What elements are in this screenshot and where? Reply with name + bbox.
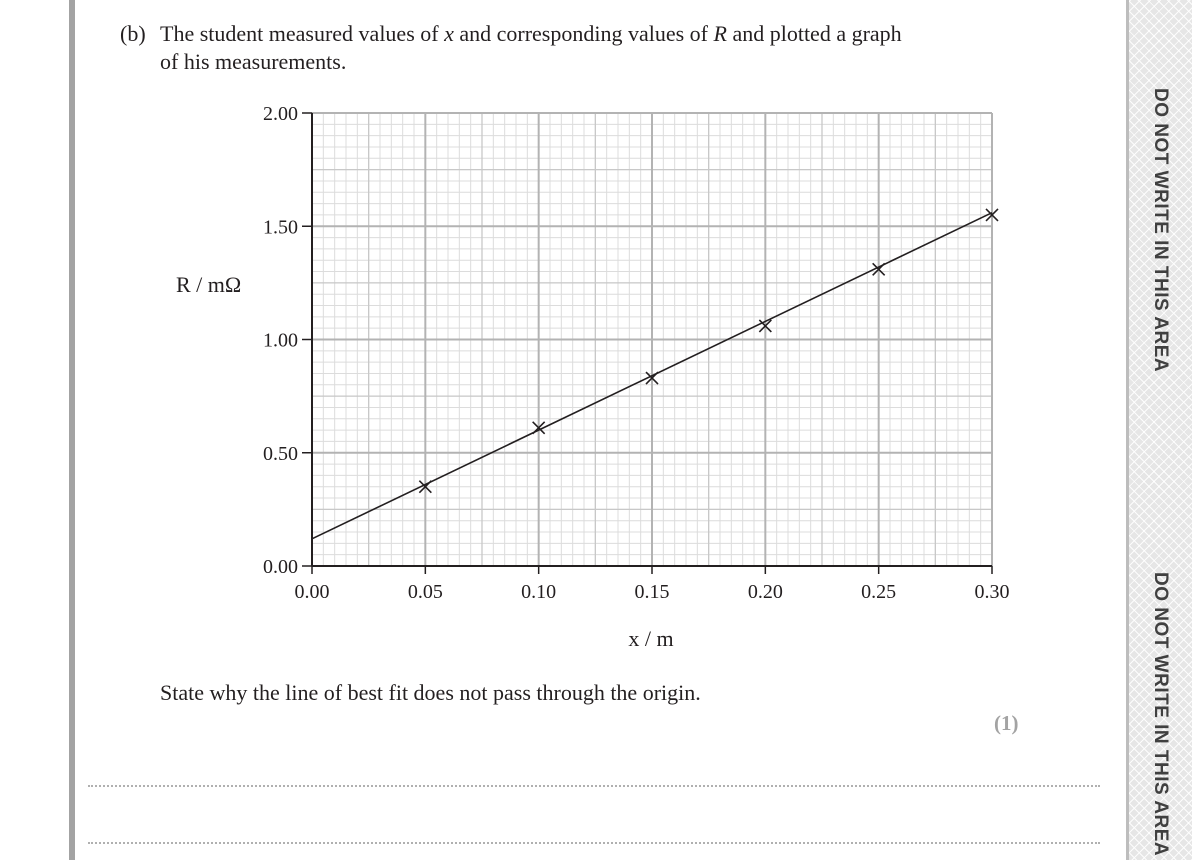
marks-indicator: (1) — [994, 711, 1019, 735]
answer-line[interactable] — [88, 842, 1100, 844]
variable-r: R — [713, 21, 727, 46]
y-axis-title: R / mΩ — [176, 272, 242, 297]
x-tick-labels — [295, 566, 1010, 603]
do-not-write-notice: DO NOT WRITE IN THIS AREA — [1150, 572, 1171, 857]
question-text-part: The student measured values of — [160, 21, 445, 46]
y-tick-labels — [263, 103, 312, 578]
x-axis-title: x / m — [628, 626, 674, 651]
x-tick-label: 0.30 — [974, 581, 1010, 603]
x-tick-label: 0.20 — [747, 581, 783, 603]
x-tick-label: 0.05 — [407, 581, 443, 603]
y-tick-label: 2.00 — [263, 103, 298, 125]
x-tick-label: 0.25 — [861, 581, 897, 603]
y-tick-label: 1.50 — [263, 216, 298, 239]
question-text-part: and plotted a graph — [726, 21, 902, 46]
y-tick-label: 0.00 — [263, 556, 298, 578]
do-not-write-band-edge — [1126, 0, 1129, 860]
variable-x: x — [444, 21, 454, 46]
x-tick-label: 0.10 — [521, 581, 557, 603]
question-prompt: State why the line of best fit does not pass through the origin. — [160, 680, 701, 705]
question-text-part: and corresponding values of — [453, 21, 714, 46]
do-not-write-notice: DO NOT WRITE IN THIS AREA — [1150, 88, 1171, 373]
y-tick-label: 0.50 — [263, 442, 298, 465]
x-tick-label: 0.15 — [634, 581, 670, 603]
answer-line[interactable] — [88, 785, 1100, 787]
x-tick-label: 0.00 — [294, 581, 330, 603]
question-label: (b) — [120, 21, 146, 46]
y-tick-label: 1.00 — [263, 329, 298, 352]
question-line-2: of his measurements. — [160, 49, 347, 74]
